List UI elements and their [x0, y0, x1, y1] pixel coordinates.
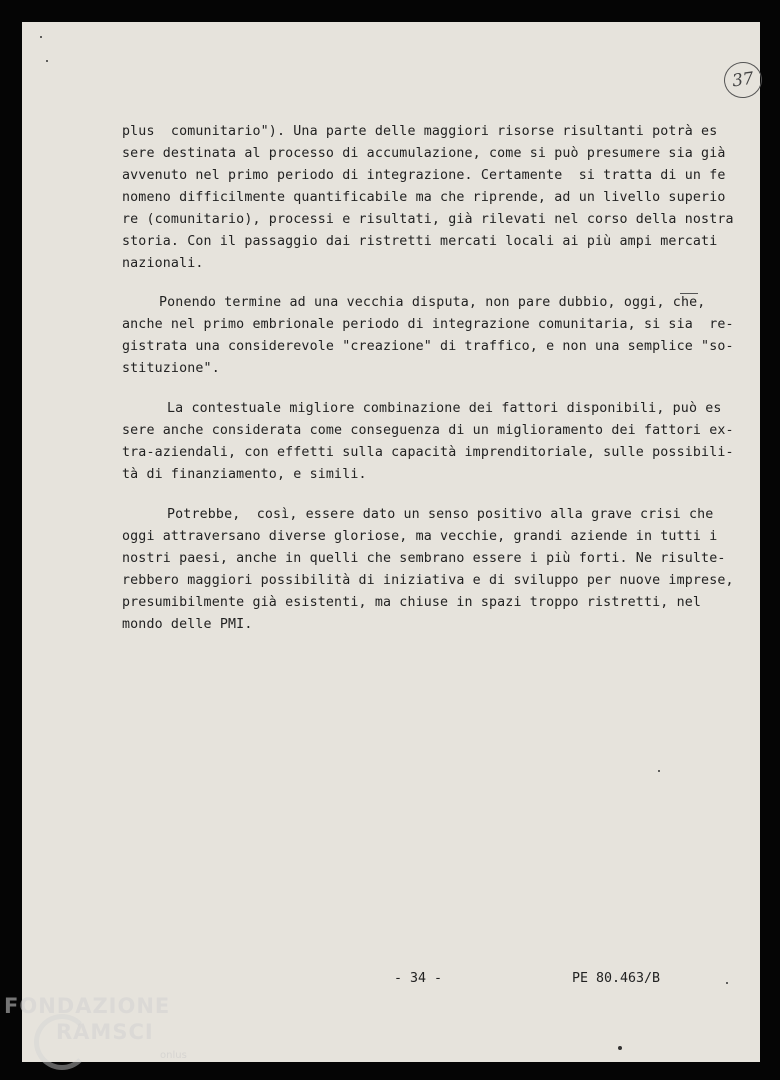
handwritten-page-number: 37: [722, 60, 765, 101]
footer-document-reference: PE 80.463/B: [572, 971, 661, 986]
paper-speck: [658, 770, 660, 772]
paper-speck: [726, 982, 728, 984]
text-line: rebbero maggiori possibilità di iniziativa e di sviluppo per nuove imprese,: [122, 573, 734, 588]
footer-page-number: - 34 -: [394, 971, 443, 986]
text-line: re (comunitario), processi e risultati, già rilevati nel corso della nostra: [122, 212, 734, 227]
text-line: sere anche considerata come conseguenza di un miglioramento dei fattori ex-: [122, 423, 734, 438]
text-line: nomeno difficilmente quantificabile ma che riprende, ad un livello superio: [122, 190, 726, 205]
text-line: oggi attraversano diverse gloriose, ma vecchie, grandi aziende in tutti i: [122, 529, 718, 544]
watermark-line1: FONDAZIONE: [4, 994, 171, 1018]
text-line: tà di finanziamento, e simili.: [122, 467, 367, 482]
text-line: gistrata una considerevole "creazione" di traffico, e non una semplice "so-: [122, 339, 734, 354]
archive-watermark-logo: [4, 994, 187, 1061]
text-line: presumibilmente già esistenti, ma chiuse in spazi troppo ristretti, nel: [122, 595, 702, 610]
pen-mark: [680, 293, 698, 294]
text-line: storia. Con il passaggio dai ristretti mercati locali ai più ampi mercati: [122, 234, 718, 249]
paper-speck: [46, 60, 48, 62]
text-line: Ponendo termine ad una vecchia disputa, non pare dubbio, oggi, che,: [159, 295, 706, 310]
document-page: [22, 22, 760, 1062]
text-line: nostri paesi, anche in quelli che sembrano essere i più forti. Ne risulte-: [122, 551, 726, 566]
text-line: sere destinata al processo di accumulazione, come si può presumere sia già: [122, 146, 726, 161]
text-line: anche nel primo embrionale periodo di integrazione comunitaria, si sia re-: [122, 317, 734, 332]
text-line: mondo delle PMI.: [122, 617, 253, 632]
watermark-line2: RAMSCI: [56, 1020, 154, 1044]
text-line: avvenuto nel primo periodo di integrazione. Certamente si tratta di un fe: [122, 168, 726, 183]
text-line: Potrebbe, così, essere dato un senso positivo alla grave crisi che: [167, 507, 714, 522]
text-line: nazionali.: [122, 256, 204, 271]
paper-speck: [618, 1046, 622, 1050]
text-line: stituzione".: [122, 361, 220, 376]
watermark-small: onlus: [160, 1050, 187, 1061]
paper-speck: [40, 36, 42, 38]
text-line: plus comunitario"). Una parte delle maggiori risorse risultanti potrà es: [122, 124, 718, 139]
text-line: La contestuale migliore combinazione dei fattori disponibili, può es: [167, 401, 722, 416]
text-line: tra-aziendali, con effetti sulla capacità imprenditoriale, sulle possibili-: [122, 445, 734, 460]
